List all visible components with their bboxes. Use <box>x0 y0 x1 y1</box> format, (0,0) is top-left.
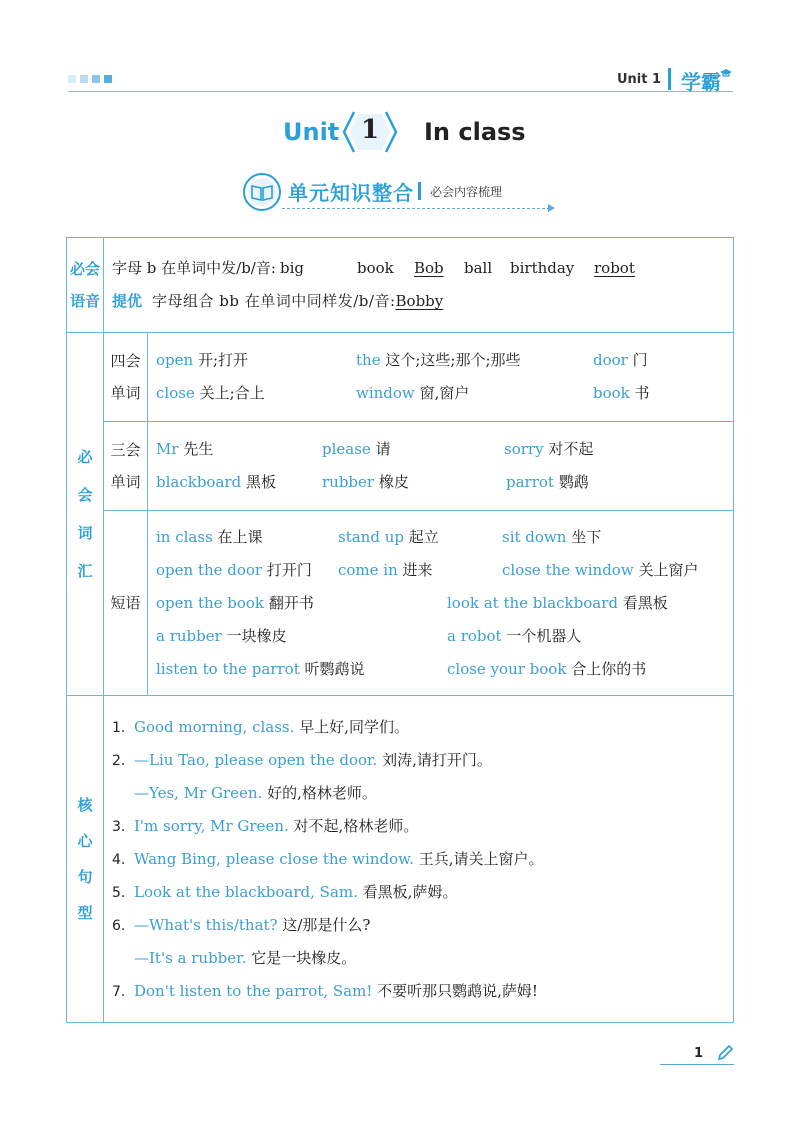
sentence-number: 7. <box>112 983 126 1000</box>
sentence-en: Don't listen to the parrot, Sam! <box>134 981 373 1000</box>
phrase-en: in class <box>156 527 213 546</box>
sentence-en: Good morning, class. <box>134 717 295 736</box>
word-line <box>156 344 733 377</box>
section-subtitle: 必会内容梳理 <box>430 185 503 199</box>
advanced-tag: 提优 <box>112 292 143 310</box>
sentence-number: 6. <box>112 917 126 934</box>
header-rule <box>68 91 733 92</box>
sentence-item <box>112 777 733 810</box>
phrase-en: open the door <box>156 560 263 579</box>
phrase-cn: 在上课 <box>217 527 263 546</box>
phrase-cn: 一个机器人 <box>506 626 582 645</box>
word-line <box>156 433 733 466</box>
phrases-content <box>148 511 734 696</box>
sentence-item <box>112 711 733 744</box>
vocab-label-char: 词 <box>77 524 93 542</box>
section-heading <box>242 172 562 216</box>
word-en: parrot <box>506 473 554 491</box>
section-underline <box>282 208 550 209</box>
sentence-cn: 对不起,格林老师。 <box>293 816 419 835</box>
sentence-item <box>112 909 733 942</box>
sentence-en: Wang Bing, please close the window. <box>134 849 414 868</box>
phrase-cn: 进来 <box>402 560 433 579</box>
header-unit-label: Unit 1 <box>616 72 661 87</box>
sentence-item <box>112 843 733 876</box>
sentence-en: —Yes, Mr Green. <box>134 783 263 802</box>
three-skill-label <box>104 422 148 511</box>
phrase-cn: 一块橡皮 <box>226 626 287 645</box>
phrase-line <box>156 587 733 620</box>
sentences-label <box>67 696 104 1023</box>
word-en: the <box>356 351 381 369</box>
vocab-label <box>67 333 104 696</box>
phrase-line <box>156 554 733 587</box>
sentence-cn: 它是一块橡皮。 <box>251 948 357 967</box>
pencil-icon <box>716 1044 734 1062</box>
sentence-cn: 刘涛,请打开门。 <box>382 750 492 769</box>
phrase-cn: 坐下 <box>571 527 602 546</box>
sentences-label-char: 核 <box>77 796 93 814</box>
phrases-row <box>67 511 734 696</box>
phrase-en: a rubber <box>156 626 222 645</box>
phrase-line <box>156 521 733 554</box>
word-en: sorry <box>504 440 544 458</box>
unit-number: 1 <box>360 115 380 145</box>
word-en: Mr <box>156 440 179 458</box>
arrow-right-icon <box>548 204 555 212</box>
sentence-cn: 早上好,同学们。 <box>299 717 409 736</box>
unit-title <box>0 108 800 158</box>
phonics-word: birthday <box>510 259 575 277</box>
word-cn: 窗,窗户 <box>419 384 470 402</box>
four-skill-label-line2: 单词 <box>110 384 141 402</box>
phonics-word: book <box>357 259 394 277</box>
vocab-label-char: 汇 <box>77 562 93 580</box>
phrase-line <box>156 620 733 653</box>
word-cn: 关上;合上 <box>199 384 265 402</box>
phrase-en: look at the blackboard <box>447 593 618 612</box>
word-cn: 鹦鹉 <box>558 473 589 491</box>
phrase-en: close your book <box>447 659 567 678</box>
sentence-cn: 看黑板,萨姆。 <box>362 882 458 901</box>
unit-number-badge <box>340 108 400 156</box>
sentence-cn: 不要听那只鹦鹉说,萨姆! <box>377 981 538 1000</box>
sentences-label-char: 心 <box>77 832 93 850</box>
header-separator <box>668 68 671 90</box>
four-skill-content <box>148 333 734 422</box>
word-cn: 开;打开 <box>197 351 249 369</box>
knowledge-table <box>66 237 734 1023</box>
word-cn: 书 <box>634 384 650 402</box>
three-skill-label-line2: 单词 <box>110 473 141 491</box>
unit-word: Unit <box>283 118 340 146</box>
word-line <box>156 377 733 410</box>
word-cn: 对不起 <box>548 440 594 458</box>
phonics-rule-text: 字母 b 在单词中发/b/音: <box>112 259 276 277</box>
sentence-number: 1. <box>112 719 126 736</box>
phonics-word: robot <box>594 259 635 277</box>
phonics-content <box>104 238 734 333</box>
word-en: close <box>156 384 195 402</box>
graduation-cap-icon <box>719 68 733 78</box>
word-en: rubber <box>322 473 375 491</box>
brand-logo: 学霸 <box>681 70 721 94</box>
phrase-en: open the book <box>156 593 265 612</box>
section-separator <box>418 182 421 200</box>
phonics-word: Bob <box>414 259 444 277</box>
phonics-label-line2: 语音 <box>69 292 100 310</box>
phrase-cn: 翻开书 <box>268 593 314 612</box>
sentence-cn: 王兵,请关上窗户。 <box>418 849 544 868</box>
sentence-number: 4. <box>112 851 126 868</box>
sentences-content <box>104 696 734 1023</box>
phonics-label <box>67 238 104 333</box>
phrase-en: sit down <box>502 527 567 546</box>
phrase-cn: 看黑板 <box>622 593 668 612</box>
sentence-number: 2. <box>112 752 126 769</box>
sentence-en: —Liu Tao, please open the door. <box>134 750 378 769</box>
word-cn: 请 <box>375 440 391 458</box>
word-cn: 这个;这些;那个;那些 <box>385 351 521 369</box>
phonics-line-2 <box>112 285 733 318</box>
phonics-word-bobby: Bobby <box>395 292 444 310</box>
phonics-word: big <box>280 259 305 277</box>
page-number: 1 <box>694 1046 704 1061</box>
phrase-cn: 打开门 <box>266 560 312 579</box>
sentence-item <box>112 975 733 1008</box>
phrase-line <box>156 653 733 686</box>
phrase-en: a robot <box>447 626 502 645</box>
sentence-item <box>112 876 733 909</box>
phrase-en: come in <box>338 560 398 579</box>
phonics-row <box>67 238 734 333</box>
section-title: 单元知识整合 <box>288 181 414 205</box>
sentence-en: Look at the blackboard, Sam. <box>134 882 358 901</box>
word-en: blackboard <box>156 473 242 491</box>
phonics-word: ball <box>464 259 493 277</box>
vocab-label-char: 必 <box>77 448 93 466</box>
sentence-item <box>112 810 733 843</box>
phrase-en: close the window <box>502 560 634 579</box>
sentence-cn: 好的,格林老师。 <box>267 783 377 802</box>
sentences-label-char: 句 <box>77 868 93 886</box>
word-en: book <box>593 384 630 402</box>
word-cn: 橡皮 <box>378 473 409 491</box>
page-header <box>68 64 733 94</box>
open-book-icon <box>242 172 282 212</box>
word-cn: 黑板 <box>245 473 276 491</box>
footer-rule <box>660 1064 734 1065</box>
vocab-label-char: 会 <box>77 486 93 504</box>
phonics-rule-text-2: 字母组合 bb 在单词中同样发/b/音: <box>152 292 396 310</box>
sentence-item <box>112 744 733 777</box>
word-cn: 门 <box>632 351 648 369</box>
word-en: door <box>593 351 628 369</box>
sentence-item <box>112 942 733 975</box>
sentences-label-char: 型 <box>77 904 93 922</box>
four-skill-label-line1: 四会 <box>110 352 141 370</box>
phrase-cn: 合上你的书 <box>571 659 647 678</box>
three-skill-row <box>67 422 734 511</box>
page-footer <box>660 1044 734 1068</box>
phrase-en: listen to the parrot <box>156 659 300 678</box>
four-skill-row <box>67 333 734 422</box>
sentences-row <box>67 696 734 1023</box>
sentence-en: —What's this/that? <box>134 915 278 934</box>
word-en: open <box>156 351 194 369</box>
sentence-en: I'm sorry, Mr Green. <box>134 816 289 835</box>
sentence-number: 5. <box>112 884 126 901</box>
phonics-line-1 <box>112 252 733 285</box>
four-skill-label <box>104 333 148 422</box>
word-line <box>156 466 733 499</box>
header-decoration <box>68 75 112 83</box>
word-cn: 先生 <box>183 440 214 458</box>
lesson-title: In class <box>424 118 526 146</box>
phrase-cn: 起立 <box>408 527 439 546</box>
phrases-label: 短语 <box>104 511 148 696</box>
three-skill-label-line1: 三会 <box>110 441 141 459</box>
sentence-number: 3. <box>112 818 126 835</box>
sentence-cn: 这/那是什么? <box>282 915 371 934</box>
phrase-en: stand up <box>338 527 404 546</box>
phrase-cn: 听鹦鹉说 <box>304 659 365 678</box>
phonics-label-line1: 必会 <box>69 260 100 278</box>
phrase-cn: 关上窗户 <box>638 560 699 579</box>
word-en: please <box>322 440 371 458</box>
word-en: window <box>356 384 415 402</box>
three-skill-content <box>148 422 734 511</box>
sentence-en: —It's a rubber. <box>134 948 247 967</box>
